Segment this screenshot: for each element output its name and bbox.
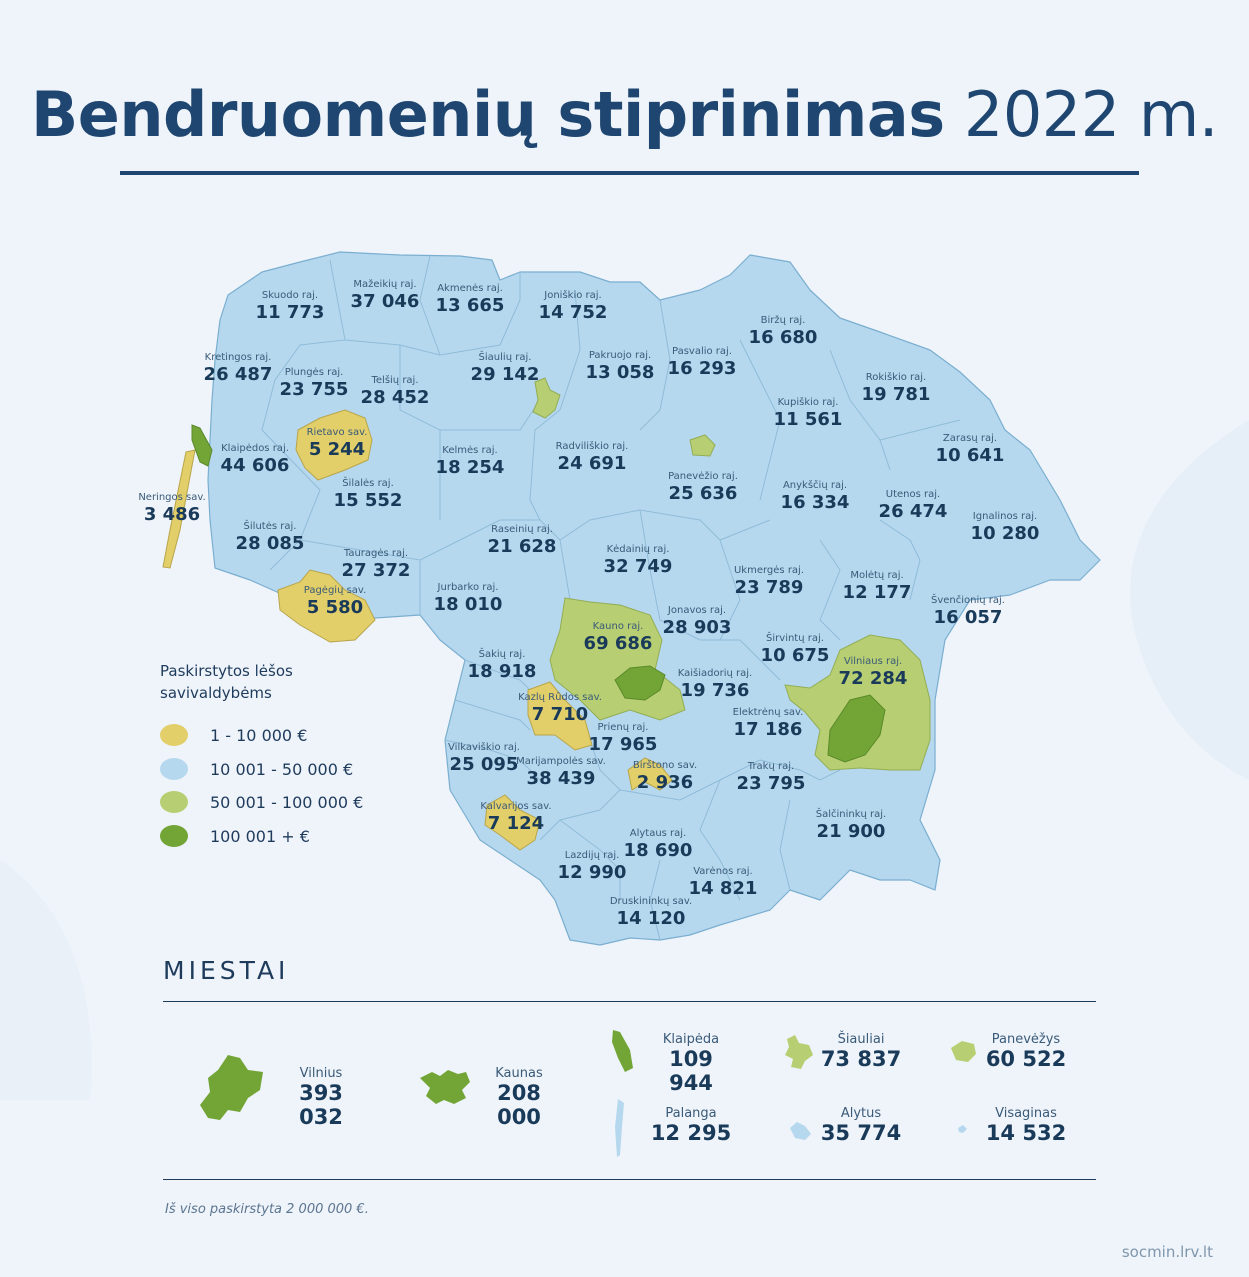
region-name: Švenčionių raj. [931, 595, 1005, 606]
region-name: Druskininkų sav. [609, 896, 693, 907]
region-skuodo [256, 290, 325, 324]
city-visaginas [980, 1106, 1072, 1145]
region-value: 44 606 [220, 455, 290, 476]
region-name: Lazdijų raj. [564, 850, 620, 861]
region-name: Vilkaviškio raj. [448, 742, 520, 753]
region-panevezio [668, 471, 738, 505]
city-alytus [815, 1106, 907, 1145]
region-value: 69 686 [583, 633, 653, 654]
region-value: 15 552 [333, 490, 403, 511]
region-name: Plungės raj. [284, 367, 344, 378]
region-kazlu-rudos [518, 692, 602, 726]
region-name: Pasvalio raj. [671, 346, 733, 357]
region-value: 17 965 [588, 734, 658, 755]
legend-label: 1 - 10 000 € [210, 725, 308, 745]
region-name: Kalvarijos sav. [480, 801, 552, 812]
region-value: 32 749 [603, 556, 673, 577]
region-name: Ignalinos raj. [972, 511, 1038, 522]
region-druskininku [610, 896, 692, 930]
region-name: Trakų raj. [747, 761, 795, 772]
city-panevezys [980, 1032, 1072, 1071]
region-name: Birštono sav. [632, 760, 698, 771]
legend-label: 100 001 + € [210, 826, 310, 846]
region-name: Raseinių raj. [491, 524, 553, 535]
region-name: Alytaus raj. [629, 828, 687, 839]
legend-label: 50 001 - 100 000 € [210, 792, 364, 812]
city-vilnius [275, 1066, 367, 1129]
total-note: Iš viso paskirstyta 2 000 000 €. [165, 1202, 369, 1217]
city-name: Alytus [840, 1106, 882, 1121]
region-name: Radviliškio raj. [555, 441, 629, 452]
region-name: Širvintų raj. [766, 633, 824, 644]
region-name: Anykščių raj. [782, 480, 848, 491]
vilnius-city-icon [198, 1050, 268, 1122]
region-value: 10 280 [970, 523, 1040, 544]
region-value: 21 628 [487, 536, 557, 557]
cities-bottom-rule [163, 1179, 1096, 1180]
city-name: Kaunas [495, 1066, 543, 1081]
region-name: Kupiškio raj. [777, 397, 839, 408]
region-joniskio [539, 290, 608, 324]
region-taurages [342, 548, 411, 582]
region-zarasu [936, 433, 1005, 467]
region-vilkaviskio [448, 742, 520, 776]
region-value: 23 789 [734, 577, 804, 598]
city-siauliai [815, 1032, 907, 1071]
region-kupiskio [774, 397, 843, 431]
region-name: Kelmės raj. [442, 445, 498, 456]
region-birzu [749, 315, 818, 349]
region-traku [737, 761, 806, 795]
city-name: Visaginas [995, 1106, 1057, 1121]
region-jurbarko [434, 582, 503, 616]
city-value: 60 522 [985, 1047, 1067, 1071]
region-value: 19 736 [680, 680, 750, 701]
legend-item-darkgreen [160, 824, 310, 848]
region-name: Tauragės raj. [343, 548, 409, 559]
region-name: Pakruojo raj. [588, 350, 652, 361]
city-klaipeda [645, 1032, 737, 1095]
region-value: 16 057 [933, 607, 1003, 628]
kaunas-city-icon [418, 1066, 472, 1106]
region-name: Kauno raj. [592, 621, 644, 632]
palanga-city-icon [612, 1097, 628, 1159]
region-value: 16 293 [667, 358, 737, 379]
region-value: 2 936 [636, 772, 694, 793]
region-value: 27 372 [341, 560, 411, 581]
region-value: 21 900 [816, 821, 886, 842]
legend-item-blue [160, 757, 353, 781]
region-moletu [843, 570, 912, 604]
city-value: 35 774 [820, 1121, 902, 1145]
region-value: 11 561 [773, 409, 843, 430]
cities-section-title: MIESTAI [163, 956, 290, 985]
region-telsiu [361, 375, 430, 409]
region-value: 28 452 [360, 387, 430, 408]
region-name: Kaišiadorių raj. [677, 668, 753, 679]
region-name: Panevėžio raj. [668, 471, 738, 482]
city-name: Palanga [665, 1106, 717, 1121]
region-value: 28 903 [662, 617, 732, 638]
region-value: 13 665 [435, 295, 505, 316]
region-name: Jurbarko raj. [437, 582, 499, 593]
region-value: 16 334 [780, 492, 850, 513]
legend-swatch [160, 791, 188, 813]
city-name: Panevėžys [991, 1032, 1061, 1047]
region-sirvintu [761, 633, 830, 667]
region-elektrenu [733, 707, 804, 741]
region-value: 16 680 [748, 327, 818, 348]
region-pakruojo [586, 350, 655, 384]
region-kauno-raj [584, 621, 653, 655]
region-siauliu [471, 352, 540, 386]
region-value: 26 487 [203, 364, 273, 385]
region-value: 72 284 [838, 668, 908, 689]
region-birstono [633, 760, 697, 794]
region-value: 14 752 [538, 302, 608, 323]
region-name: Vilniaus raj. [843, 656, 903, 667]
region-ukmerges [734, 565, 804, 599]
region-value: 7 124 [487, 813, 545, 834]
region-value: 12 177 [842, 582, 912, 603]
region-name: Šalčininkų raj. [815, 809, 887, 820]
region-jonavos [663, 605, 732, 639]
region-kretingos [204, 352, 273, 386]
region-name: Utenos raj. [885, 489, 941, 500]
region-value: 28 085 [235, 533, 305, 554]
region-kaisiadoriu [678, 668, 752, 702]
region-value: 7 710 [531, 704, 589, 725]
region-value: 17 186 [733, 719, 803, 740]
region-vilniaus-raj [839, 656, 908, 690]
region-name: Zarasų raj. [942, 433, 998, 444]
region-name: Joniškio raj. [544, 290, 602, 301]
region-salcininku [816, 809, 887, 843]
region-value: 5 244 [308, 439, 366, 460]
region-name: Rietavo sav. [306, 427, 368, 438]
city-value: 208 000 [497, 1081, 541, 1129]
region-utenos [879, 489, 948, 523]
region-value: 14 120 [616, 908, 686, 929]
panevezys-city-icon [948, 1038, 978, 1064]
region-value: 10 675 [760, 645, 830, 666]
region-name: Kazlų Rūdos sav. [518, 692, 602, 703]
region-name: Rokiškio raj. [865, 372, 927, 383]
city-value: 73 837 [820, 1047, 902, 1071]
region-anyksciu [781, 480, 850, 514]
region-value: 10 641 [935, 445, 1005, 466]
region-value: 23 755 [279, 379, 349, 400]
region-sakiu [468, 649, 537, 683]
city-value: 14 532 [985, 1121, 1067, 1145]
region-rietavo [307, 427, 368, 461]
legend-label: 10 001 - 50 000 € [210, 759, 354, 779]
region-name: Pagėgių sav. [303, 585, 367, 596]
region-radviliskio [556, 441, 629, 475]
region-value: 25 636 [668, 483, 738, 504]
region-name: Jonavos raj. [667, 605, 727, 616]
legend-swatch [160, 758, 188, 780]
region-klaipedos [221, 443, 290, 477]
city-name: Šiauliai [837, 1032, 885, 1047]
legend-item-yellow [160, 723, 307, 747]
legend-title-line1: Paskirstytos lėšos [160, 662, 293, 680]
city-kaunas [473, 1066, 565, 1129]
region-name: Varėnos raj. [693, 866, 753, 877]
region-marijampoles [516, 756, 606, 790]
region-value: 23 795 [736, 773, 806, 794]
region-name: Molėtų raj. [850, 570, 904, 581]
region-mazeikiu [351, 279, 420, 313]
region-value: 11 773 [255, 302, 325, 323]
region-name: Elektrėnų sav. [732, 707, 804, 718]
region-value: 29 142 [470, 364, 540, 385]
region-name: Kretingos raj. [204, 352, 272, 363]
legend-title-line2: savivaldybėms [160, 684, 272, 702]
visaginas-city-icon [956, 1124, 968, 1134]
region-silutes [236, 521, 305, 555]
legend-swatch [160, 724, 188, 746]
region-name: Šilalės raj. [342, 478, 394, 489]
region-value: 18 010 [433, 594, 503, 615]
legend-swatch [160, 825, 188, 847]
region-varenos [689, 866, 758, 900]
region-raseiniu [488, 524, 557, 558]
legend-title [160, 660, 293, 704]
region-value: 25 095 [449, 754, 519, 775]
region-value: 19 781 [861, 384, 931, 405]
region-kalvarijos [480, 801, 551, 835]
region-svencioniu [931, 595, 1005, 629]
region-pasvalio [668, 346, 737, 380]
city-value: 109 944 [669, 1047, 713, 1095]
region-name: Klaipėdos raj. [221, 443, 289, 454]
region-value: 13 058 [585, 362, 655, 383]
siauliai-city-icon [781, 1033, 815, 1071]
region-value: 24 691 [557, 453, 627, 474]
city-name: Vilnius [299, 1066, 343, 1081]
title-bold: Bendruomenių stiprinimas [31, 78, 945, 151]
region-name: Biržų raj. [760, 315, 806, 326]
region-value: 18 254 [435, 457, 505, 478]
region-ignalinos [971, 511, 1040, 545]
region-plunges [280, 367, 349, 401]
region-value: 37 046 [350, 291, 420, 312]
region-value: 38 439 [526, 768, 596, 789]
region-name: Kėdainių raj. [606, 544, 670, 555]
region-name: Šiaulių raj. [478, 352, 532, 363]
region-rokiskio [862, 372, 931, 406]
region-name: Marijampolės sav. [516, 756, 606, 767]
city-value: 393 032 [299, 1081, 343, 1129]
region-name: Skuodo raj. [261, 290, 319, 301]
site-url: socmin.lrv.lt [1121, 1243, 1213, 1261]
region-name: Ukmergės raj. [733, 565, 805, 576]
region-value: 26 474 [878, 501, 948, 522]
city-palanga [645, 1106, 737, 1145]
region-value: 5 580 [306, 597, 364, 618]
region-prienu [589, 722, 658, 756]
klaipeda-city-icon [610, 1028, 635, 1074]
region-value: 3 486 [143, 504, 201, 525]
region-name: Neringos sav. [138, 492, 206, 503]
region-name: Telšių raj. [371, 375, 419, 386]
region-kedainiu [604, 544, 673, 578]
region-neringos [138, 492, 205, 526]
region-kelmes [436, 445, 505, 479]
region-name: Šilutės raj. [243, 521, 297, 532]
region-name: Akmenės raj. [437, 283, 503, 294]
region-name: Prienų raj. [597, 722, 649, 733]
region-value: 18 690 [623, 840, 693, 861]
cities-top-rule [163, 1001, 1096, 1002]
region-value: 14 821 [688, 878, 758, 899]
region-name: Šakių raj. [478, 649, 526, 660]
region-name: Mažeikių raj. [353, 279, 417, 290]
city-name: Klaipėda [662, 1032, 720, 1047]
legend-item-lightgreen [160, 790, 363, 814]
region-pageigiu [304, 585, 367, 619]
region-value: 18 918 [467, 661, 537, 682]
klaipeda-city-shape [192, 425, 212, 466]
region-silales [334, 478, 403, 512]
city-value: 12 295 [650, 1121, 732, 1145]
region-akmenes [436, 283, 505, 317]
alytus-city-icon [787, 1120, 813, 1142]
region-alytaus [624, 828, 693, 862]
title-year: 2022 m. [963, 78, 1218, 151]
region-lazdiju [558, 850, 627, 884]
region-value: 12 990 [557, 862, 627, 883]
